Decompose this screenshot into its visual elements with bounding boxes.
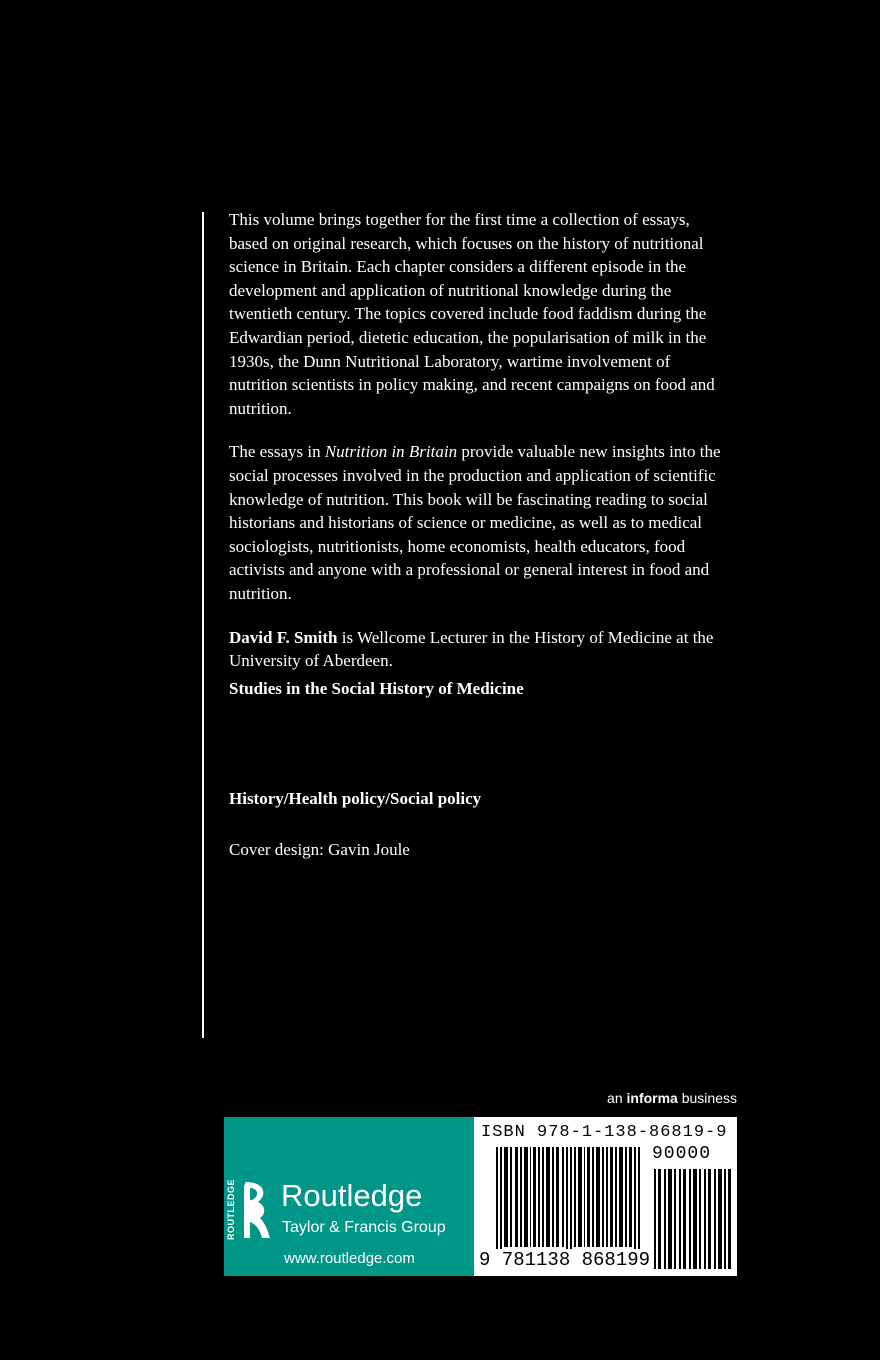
book-title: Nutrition in Britain xyxy=(324,442,458,462)
publisher-name: Routledge xyxy=(281,1178,423,1213)
informa-business-tag xyxy=(607,1090,737,1106)
vertical-rule xyxy=(202,212,204,1038)
isbn-barcode xyxy=(474,1117,737,1276)
publisher-group: Taylor & Francis Group xyxy=(282,1219,446,1236)
informa-prefix: an xyxy=(607,1090,627,1106)
blurb-paragraph-1: This volume brings together for the first time a collection of essays, based on original research, which focuses on the history of nutritional science in Britain. Each chapter considers a different episode in the development and application of nutritional knowledge during the twentieth century. The topics covered include food faddism during the Edwardian period, dietetic education, the popularisation of milk in the 1930s, the Dunn Nutritional Laboratory, wartime involvement of nutrition scientists in policy making, and recent campaigns on food and nutrition. xyxy=(229,210,715,418)
price-addon-number: 90000 xyxy=(652,1144,712,1164)
blurb-paragraph-2 xyxy=(229,440,729,605)
addon-barcode-bars-icon xyxy=(654,1169,732,1269)
author-name: David F. Smith xyxy=(229,627,338,647)
isbn-number: ISBN 978-1-138-86819-9 xyxy=(481,1123,728,1142)
author-bio-text: is Wellcome Lecturer in the History of Medicine at the University of Aberdeen. xyxy=(229,627,714,671)
subject-categories: History/Health policy/Social policy xyxy=(229,789,482,808)
paragraph-2-start: The essays in xyxy=(229,442,325,462)
routledge-logo-icon xyxy=(242,1178,272,1240)
informa-brand: informa xyxy=(626,1090,678,1106)
publisher-url: www.routledge.com xyxy=(284,1250,415,1267)
informa-suffix: business xyxy=(677,1090,737,1106)
barcode-bars-icon xyxy=(496,1147,646,1262)
blurb-column xyxy=(229,208,729,700)
author-bio xyxy=(229,626,729,673)
cover-design-credit: Cover design: Gavin Joule xyxy=(229,840,410,859)
paragraph-2-rest: provide valuable new insights into the social processes involved in the production and application of scientific knowledge of nutrition. This book will be fascinating reading to social historians and historians of science or medicine, as well as to medical sociologists, nutritionists, home economists, health educators, food activists and anyone with a professional or general interest in food and nutrition. xyxy=(229,442,721,603)
ean-number: 9 781138 868199 xyxy=(479,1249,651,1271)
series-title: Studies in the Social History of Medicine xyxy=(229,678,524,698)
publisher-vertical-label: ROUTLEDGE xyxy=(226,1178,236,1240)
